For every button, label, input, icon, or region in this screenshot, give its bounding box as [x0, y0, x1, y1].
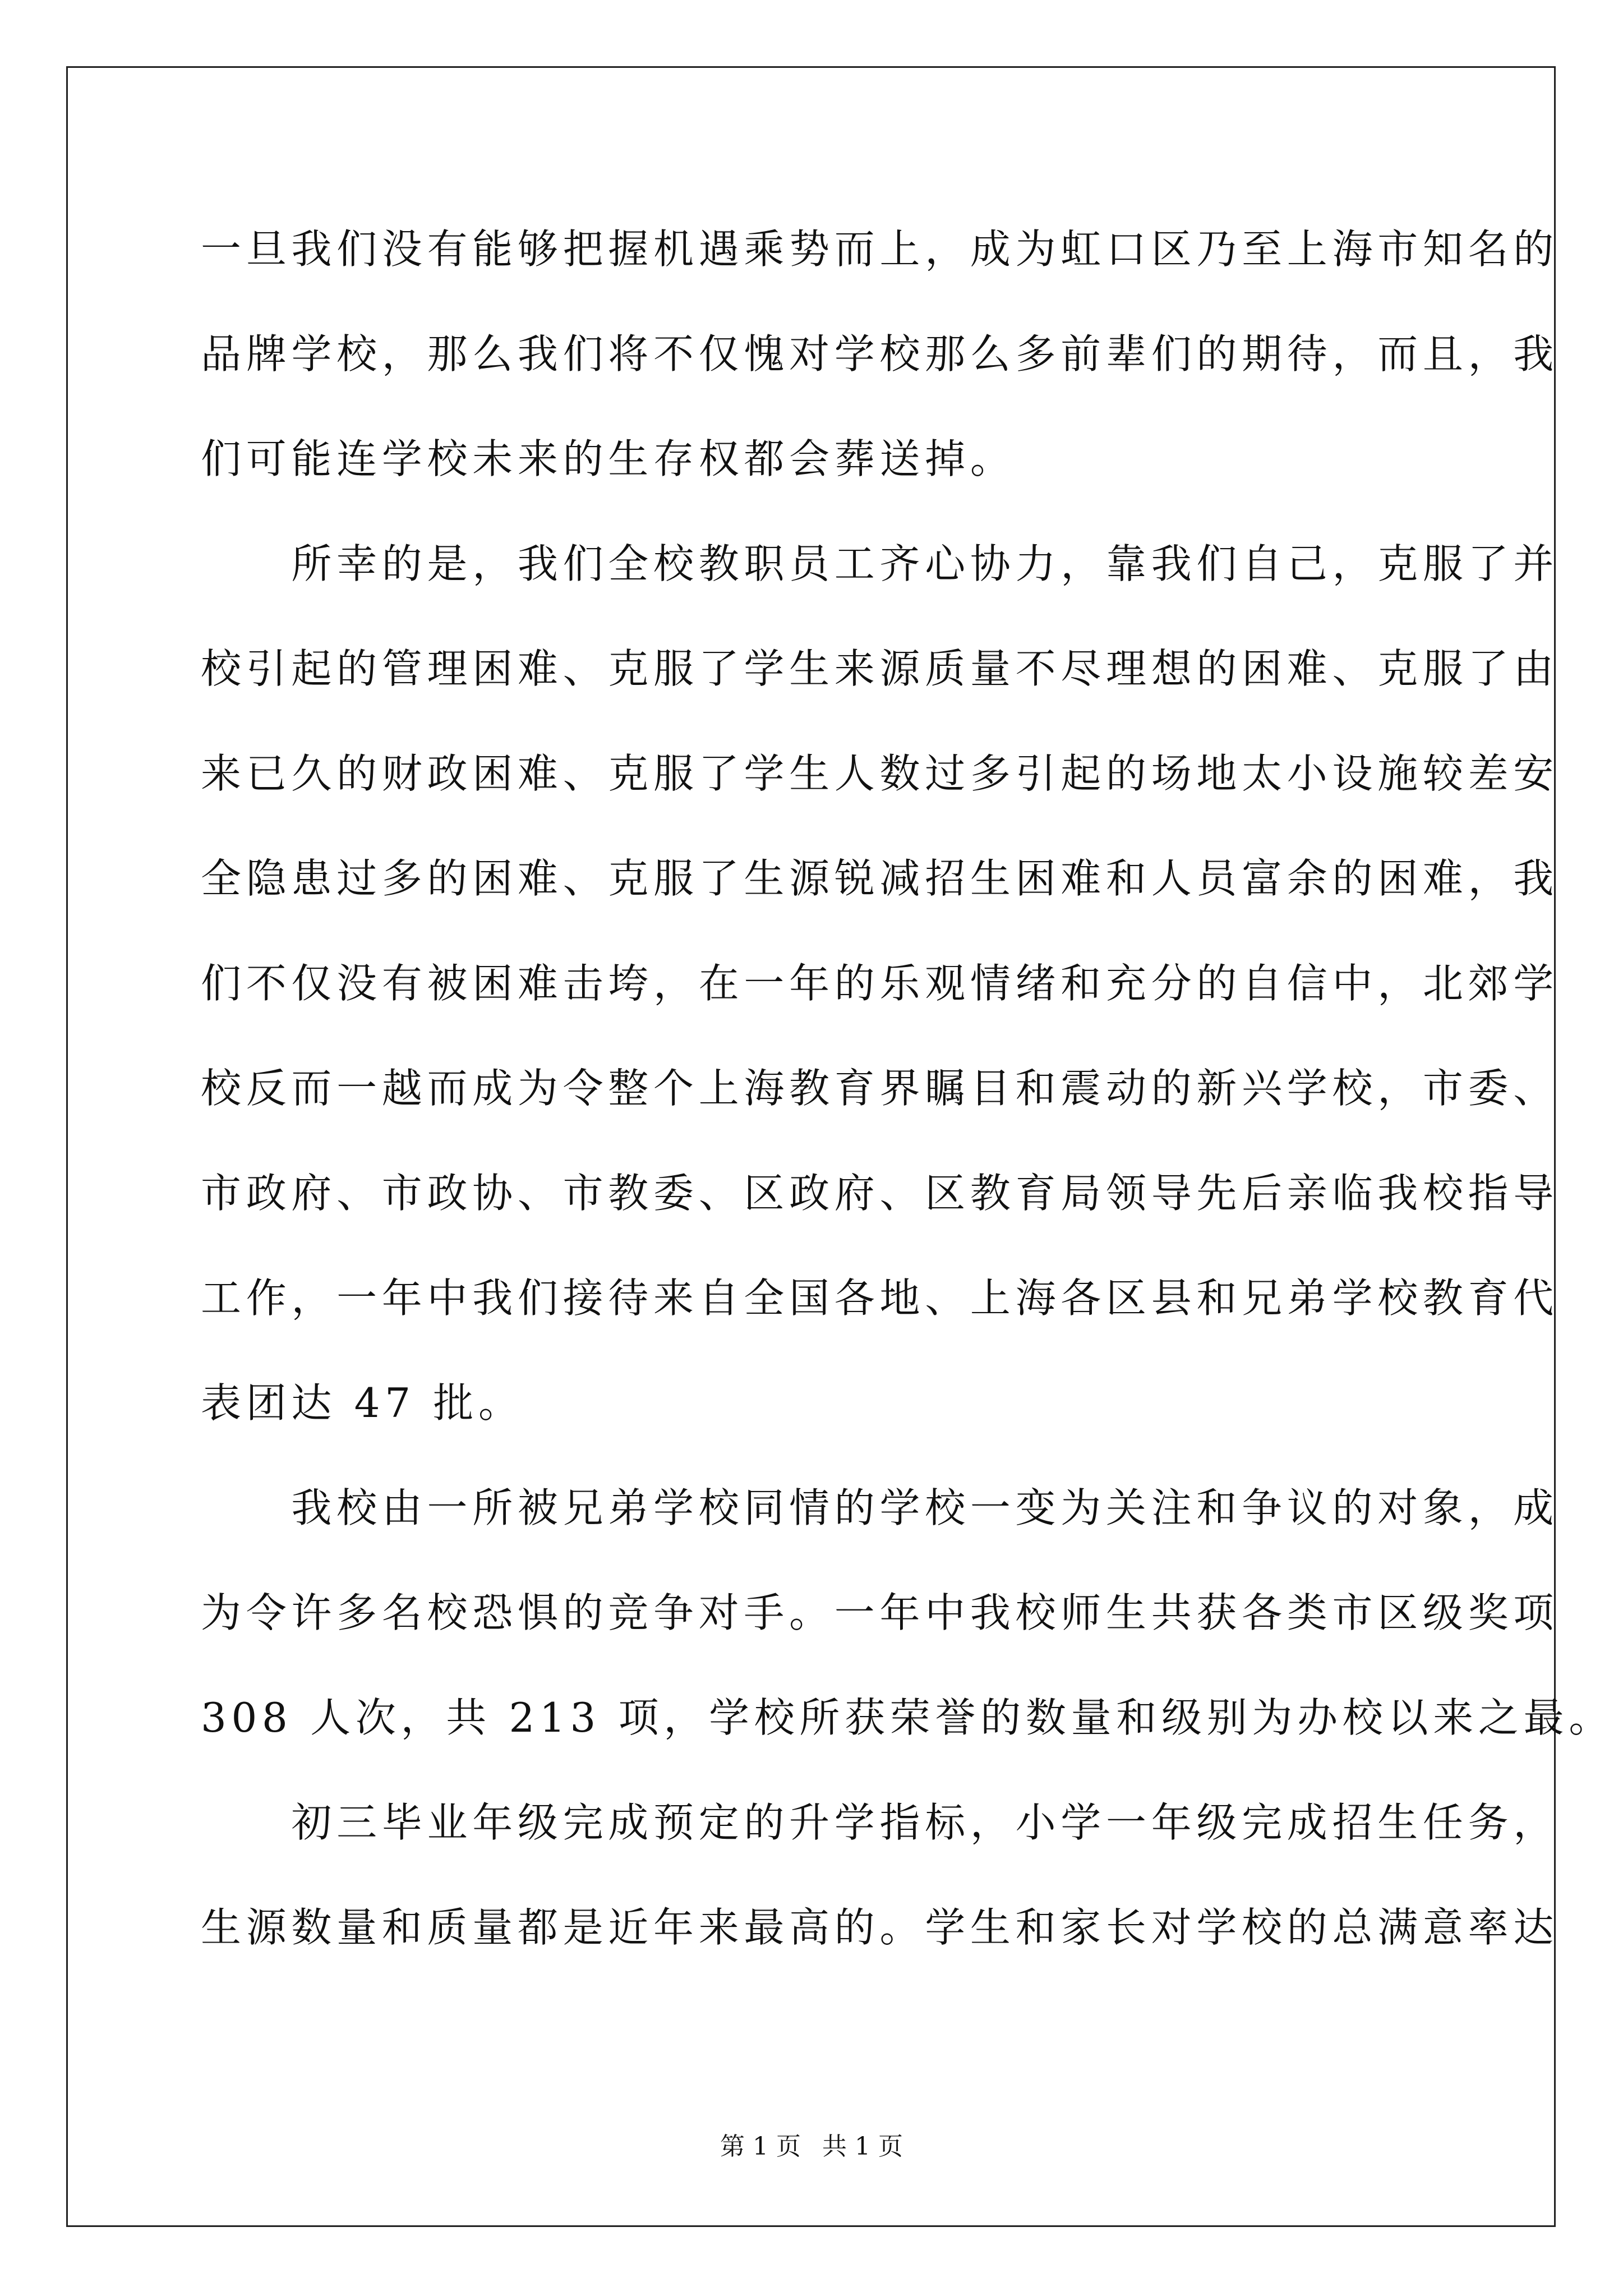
text-line: 全隐患过多的困难、克服了生源锐减招生困难和人员富余的困难，我 [201, 855, 1559, 902]
page-total: 共 1 页 [822, 2132, 903, 2161]
text-line: 们不仅没有被困难击垮，在一年的乐观情绪和充分的自信中，北郊学 [201, 960, 1559, 1007]
text-line: 市政府、市政协、市教委、区政府、区教育局领导先后亲临我校指导 [201, 1170, 1559, 1217]
text-line: 一旦我们没有能够把握机遇乘势而上，成为虹口区乃至上海市知名的 [201, 226, 1559, 273]
text-line: 为令许多名校恐惧的竞争对手。一年中我校师生共获各类市区级奖项 [201, 1589, 1559, 1636]
text-line: 我校由一所被兄弟学校同情的学校一变为关注和争议的对象，成 [201, 1484, 1559, 1531]
text-line: 校反而一越而成为令整个上海教育界瞩目和震动的新兴学校，市委、 [201, 1065, 1559, 1112]
text-line: 来已久的财政困难、克服了学生人数过多引起的场地太小设施较差安 [201, 750, 1559, 797]
text-line: 初三毕业年级完成预定的升学指标，小学一年级完成招生任务， [201, 1799, 1559, 1846]
text-line: 校引起的管理困难、克服了学生来源质量不尽理想的困难、克服了由 [201, 645, 1559, 692]
page-footer [0, 2126, 1623, 2162]
text-line: 308 人次，共 213 项，学校所获荣誉的数量和级别为办校以来之最。 [201, 1694, 1615, 1741]
text-line: 们可能连学校未来的生存权都会葬送掉。 [201, 435, 1016, 482]
document-body [201, 221, 1615, 2004]
text-line: 工作，一年中我们接待来自全国各地、上海各区县和兄弟学校教育代 [201, 1274, 1559, 1322]
text-line: 表团达 47 批。 [201, 1379, 524, 1427]
text-line: 生源数量和质量都是近年来最高的。学生和家长对学校的总满意率达 [201, 1904, 1559, 1951]
text-line: 品牌学校，那么我们将不仅愧对学校那么多前辈们的期待，而且，我 [201, 330, 1559, 378]
page-number: 第 1 页 [720, 2132, 801, 2161]
text-line: 所幸的是，我们全校教职员工齐心协力，靠我们自己，克服了并 [201, 540, 1559, 587]
